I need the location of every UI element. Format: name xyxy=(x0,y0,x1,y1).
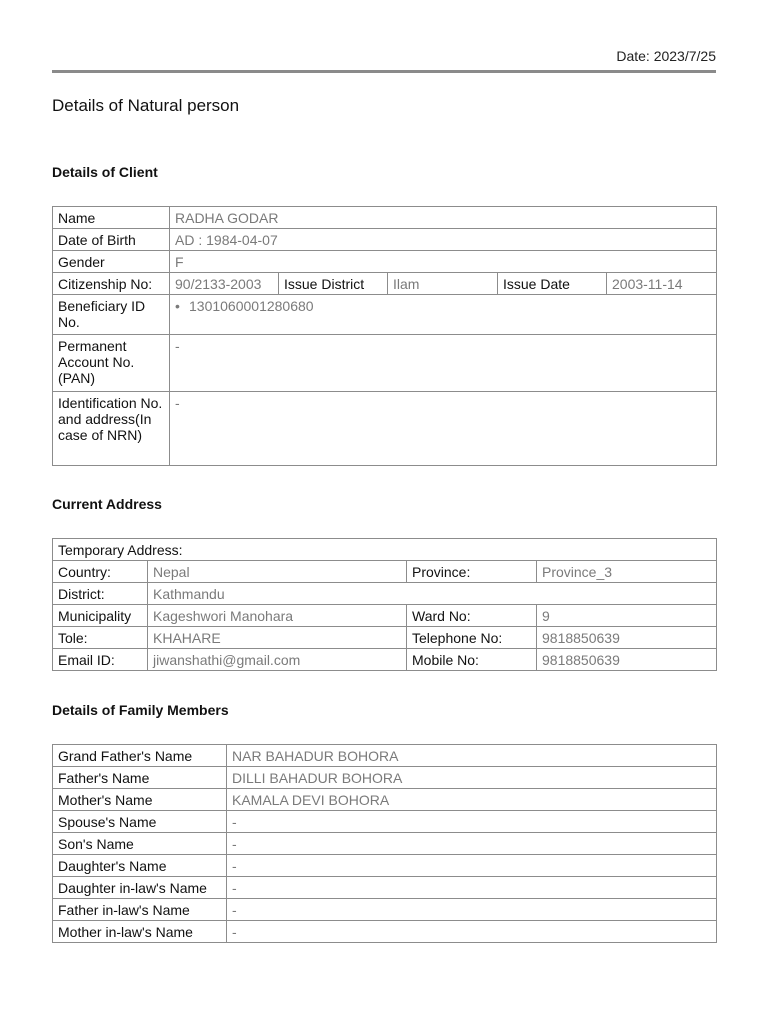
table-row xyxy=(53,392,717,466)
issue-date-value: 2003-11-14 xyxy=(607,273,717,295)
issue-district-label: Issue District xyxy=(279,273,388,295)
citizenship-label: Citizenship No: xyxy=(53,273,170,295)
table-row xyxy=(53,335,717,392)
district-label: District: xyxy=(53,583,148,605)
pan-label: Permanent Account No. (PAN) xyxy=(53,335,170,392)
tole-value: KHAHARE xyxy=(148,627,407,649)
family-value: NAR BAHADUR BOHORA xyxy=(227,745,717,767)
table-row xyxy=(53,877,717,899)
address-table xyxy=(52,538,717,671)
family-label: Father's Name xyxy=(53,767,227,789)
issue-district-value: Ilam xyxy=(388,273,498,295)
bullet-icon: • xyxy=(175,298,180,314)
family-label: Spouse's Name xyxy=(53,811,227,833)
province-value: Province_3 xyxy=(537,561,717,583)
mobile-value: 9818850639 xyxy=(537,649,717,671)
table-row xyxy=(53,561,717,583)
table-row xyxy=(53,627,717,649)
family-value: - xyxy=(227,811,717,833)
dob-label: Date of Birth xyxy=(53,229,170,251)
header-divider xyxy=(52,70,716,73)
table-row xyxy=(53,583,717,605)
nrn-label: Identification No. and address(In case of NRN) xyxy=(53,392,170,466)
dob-value: AD : 1984-04-07 xyxy=(170,229,717,251)
table-row xyxy=(53,295,717,335)
municipality-value: Kageshwori Manohara xyxy=(148,605,407,627)
family-label: Mother in-law's Name xyxy=(53,921,227,943)
address-section-heading: Current Address xyxy=(52,496,162,512)
name-value: RADHA GODAR xyxy=(170,207,717,229)
document-date xyxy=(616,48,716,64)
table-row xyxy=(53,207,717,229)
date-value: 2023/7/25 xyxy=(653,48,716,64)
family-value: - xyxy=(227,833,717,855)
client-section-heading: Details of Client xyxy=(52,164,158,180)
beneficiary-value: 1301060001280680 xyxy=(189,298,314,314)
family-value: - xyxy=(227,877,717,899)
family-label: Daughter in-law's Name xyxy=(53,877,227,899)
family-label: Mother's Name xyxy=(53,789,227,811)
family-section-heading: Details of Family Members xyxy=(52,702,229,718)
table-row xyxy=(53,745,717,767)
table-row xyxy=(53,855,717,877)
table-row xyxy=(53,649,717,671)
telephone-label: Telephone No: xyxy=(407,627,537,649)
email-label: Email ID: xyxy=(53,649,148,671)
family-label: Father in-law's Name xyxy=(53,899,227,921)
tole-label: Tole: xyxy=(53,627,148,649)
gender-value: F xyxy=(170,251,717,273)
citizenship-value: 90/2133-2003 xyxy=(170,273,279,295)
page-title: Details of Natural person xyxy=(52,96,240,115)
province-label: Province: xyxy=(407,561,537,583)
family-table xyxy=(52,744,717,943)
family-value: KAMALA DEVI BOHORA xyxy=(227,789,717,811)
municipality-label: Municipality xyxy=(53,605,148,627)
family-label: Grand Father's Name xyxy=(53,745,227,767)
nrn-value: - xyxy=(170,392,717,466)
family-value: - xyxy=(227,855,717,877)
district-value: Kathmandu xyxy=(148,583,717,605)
table-row xyxy=(53,539,717,561)
ward-label: Ward No: xyxy=(407,605,537,627)
table-row xyxy=(53,789,717,811)
table-row xyxy=(53,605,717,627)
pan-value: - xyxy=(170,335,717,392)
table-row xyxy=(53,921,717,943)
family-label: Son's Name xyxy=(53,833,227,855)
table-row xyxy=(53,229,717,251)
beneficiary-value-cell xyxy=(170,295,717,335)
client-details-table xyxy=(52,206,717,466)
issue-date-label: Issue Date xyxy=(498,273,607,295)
family-value: - xyxy=(227,899,717,921)
name-label: Name xyxy=(53,207,170,229)
mobile-label: Mobile No: xyxy=(407,649,537,671)
family-value: DILLI BAHADUR BOHORA xyxy=(227,767,717,789)
table-row xyxy=(53,811,717,833)
telephone-value: 9818850639 xyxy=(537,627,717,649)
family-label: Daughter's Name xyxy=(53,855,227,877)
table-row xyxy=(53,273,717,295)
gender-label: Gender xyxy=(53,251,170,273)
date-label: Date: xyxy=(616,48,650,64)
family-value: - xyxy=(227,921,717,943)
table-row xyxy=(53,251,717,273)
country-value: Nepal xyxy=(148,561,407,583)
table-row xyxy=(53,899,717,921)
ward-value: 9 xyxy=(537,605,717,627)
email-value: jiwanshathi@gmail.com xyxy=(148,649,407,671)
table-row xyxy=(53,767,717,789)
country-label: Country: xyxy=(53,561,148,583)
table-row xyxy=(53,833,717,855)
temporary-address-label: Temporary Address: xyxy=(53,539,717,561)
beneficiary-label: Beneficiary ID No. xyxy=(53,295,170,335)
